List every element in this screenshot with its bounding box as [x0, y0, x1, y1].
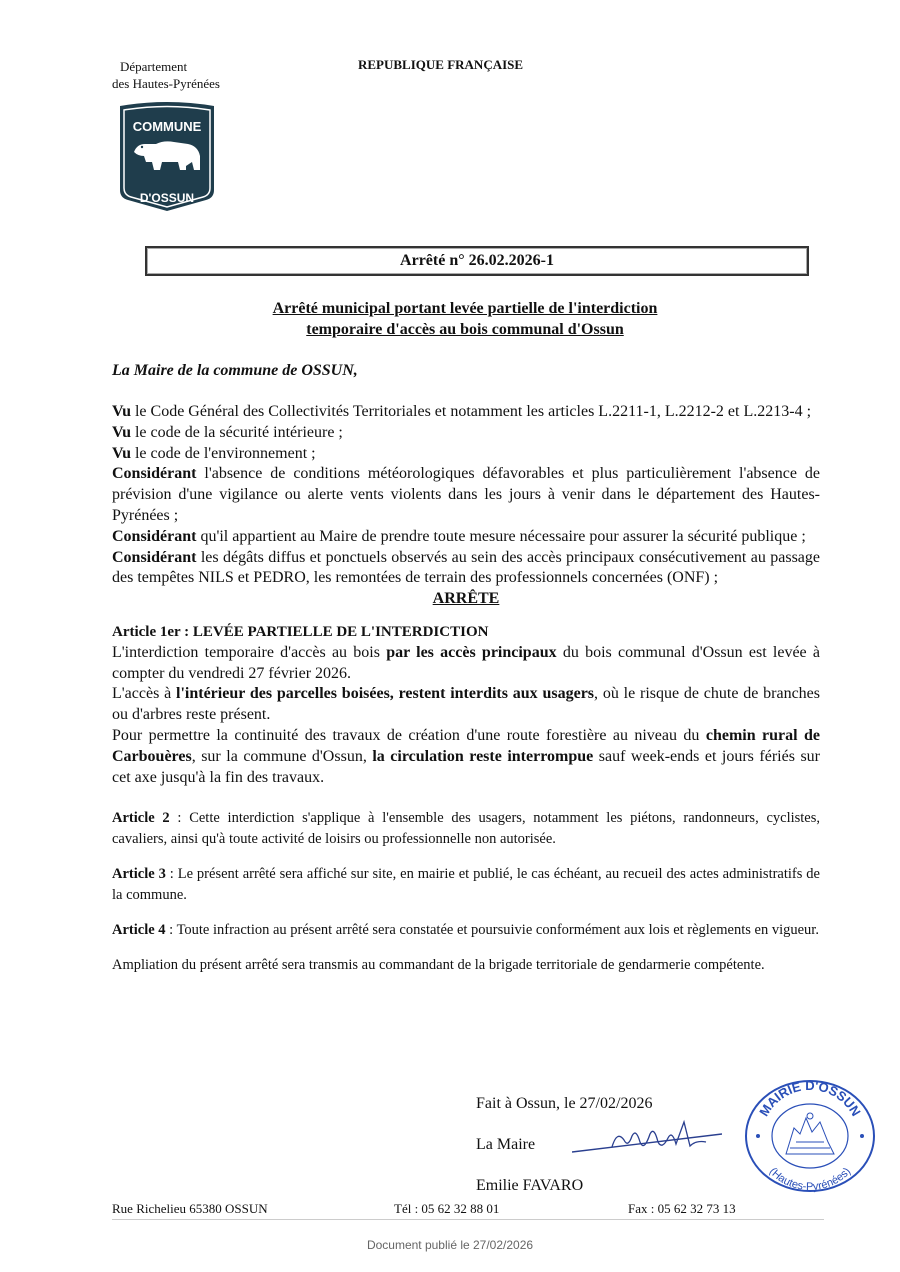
republic-header: REPUBLIQUE FRANÇAISE — [358, 57, 524, 72]
title-line-2: temporaire d'accès au bois communal d'Ossun — [306, 321, 624, 338]
ampliation: Ampliation du présent arrêté sera transmis au commandant de la brigade territoriale de gendarmerie compétente. — [112, 957, 765, 974]
logo-text-ossun: D'OSSUN — [139, 191, 195, 205]
department-header — [112, 58, 220, 92]
consideration-securite-publique: Considérant qu'il appartient au Maire de prendre toute mesure nécessaire pour assurer la sécurité publique ; — [112, 527, 806, 545]
consideration-meteo: Considérant l'absence de conditions météorologiques défavorables et plus particulièrement l'absence de prévision d'une vigilance ou alerte vents violents dans les jours à venir dans le département des Hautes-Pyrénées ; — [112, 465, 820, 524]
logo-text-commune: COMMUNE — [132, 119, 202, 134]
published-notice: Document publié le 27/02/2026 — [366, 1238, 534, 1252]
consideration-degats: Considérant les dégâts diffus et ponctuels observés au sein des accès principaux consécutivement au passage des tempêtes NILS et PEDRO, les remontées de terrain des professionnels concernées (ONF) ; — [112, 548, 820, 587]
seal-emblem-icon — [786, 1113, 834, 1154]
article-1-heading: Article 1er : LEVÉE PARTIELLE DE L'INTERDICTION — [112, 623, 489, 640]
handwritten-signature — [572, 1112, 722, 1162]
seal-top-text: MAIRIE D'OSSUN — [756, 1077, 864, 1119]
footer-fax: Fax : 05 62 32 73 13 — [628, 1201, 736, 1216]
place-date: Fait à Ossun, le 27/02/2026 — [476, 1095, 653, 1112]
article-1-paragraph-3: Pour permettre la continuité des travaux de création d'une route forestière au niveau du chemin rural de Carbouères, sur la commune d'Ossun, la circulation reste interrompue sauf week-ends et jours fériés sur cet axe jusqu'à la fin des travaux. — [112, 726, 821, 786]
arrete-number-box: Arrêté n° 26.02.2026-1 — [145, 246, 809, 276]
consideration-vu-environnement: Vu le code de l'environnement ; — [112, 444, 316, 462]
commune-logo — [112, 100, 222, 212]
footer-tel: Tél : 05 62 32 88 01 — [394, 1201, 500, 1216]
article-1-paragraph-1: L'interdiction temporaire d'accès au bois par les accès principaux du bois communal d'Ossun est levée à compter du vendredi 27 février 2026. — [112, 643, 820, 682]
document-body — [112, 402, 820, 976]
title-line-1: Arrêté municipal portant levée partielle de l'interdiction — [272, 300, 658, 317]
seal-bottom-text: (Hautes-Pyrénées) — [766, 1165, 854, 1194]
article-3: Article 3 : Le présent arrêté sera affiché sur site, en mairie et publié, le cas échéant, au recueil des actes administratifs de la commune. — [112, 866, 820, 904]
footer-address: Rue Richelieu 65380 OSSUN — [112, 1201, 268, 1216]
consideration-vu-cgct: Vu le Code Général des Collectivités Territoriales et notamment les articles L.2211-1, L.2212-2 et L.2213-4 ; — [112, 403, 812, 420]
mairie-seal — [740, 1076, 880, 1194]
document-title — [180, 298, 750, 340]
article-1-paragraph-2: L'accès à l'intérieur des parcelles boisées, restent interdits aux usagers, où le risque de chute de branches ou d'arbres reste présent. — [112, 685, 821, 724]
footer-divider — [112, 1219, 824, 1220]
mayor-intro: La Maire de la commune de OSSUN, — [112, 362, 358, 379]
signatory-name: Emilie FAVARO — [476, 1177, 584, 1194]
arrete-heading: ARRÊTE — [432, 590, 500, 608]
article-4: Article 4 : Toute infraction au présent arrêté sera constatée et poursuivie conformément aux lois et règlements en vigueur. — [112, 922, 819, 939]
signatory-role: La Maire — [476, 1136, 536, 1153]
department-line-2: des Hautes-Pyrénées — [112, 76, 220, 91]
department-line-1: Département — [120, 59, 188, 74]
article-2: Article 2 : Cette interdiction s'applique à l'ensemble des usagers, notamment les piétons, randonneurs, cyclistes, cavaliers, ainsi qu'à toute activité de loisirs ou professionnelle non autorisée. — [112, 810, 820, 848]
consideration-vu-securite: Vu le code de la sécurité intérieure ; — [112, 423, 343, 441]
